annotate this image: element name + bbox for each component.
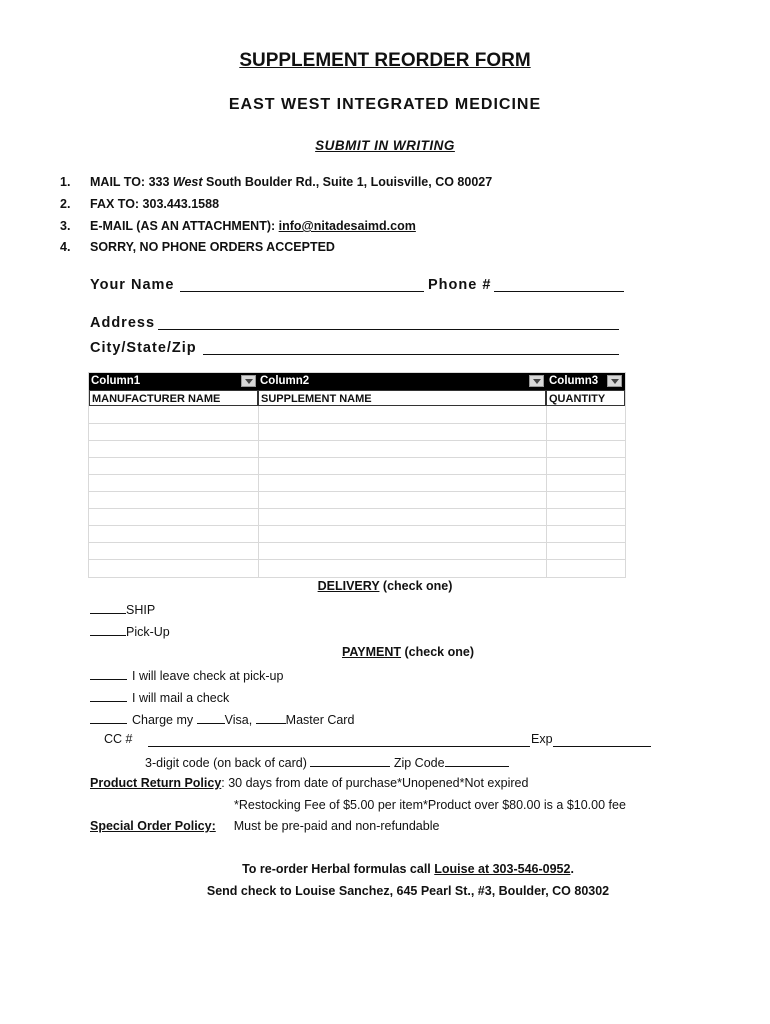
zip-code-field[interactable] [445, 754, 509, 767]
table-column-line [546, 406, 547, 577]
column2-filter-icon[interactable] [529, 375, 544, 387]
phone-link[interactable]: Louise at 303-546-0952 [434, 862, 571, 876]
mastercard-line[interactable] [256, 711, 286, 724]
delivery-heading: DELIVERY (check one) [317, 579, 453, 593]
table-row-line [89, 559, 625, 560]
organization-name: EAST WEST INTEGRATED MEDICINE [228, 96, 542, 113]
phone-field[interactable] [494, 291, 624, 292]
return-policy: Product Return Policy: 30 days from date of purchase*Unopened*Not expired [90, 776, 529, 790]
payment-line-2[interactable] [90, 689, 127, 702]
table-row-line [89, 423, 625, 424]
order-table [88, 372, 626, 578]
pickup-checkbox-line[interactable] [90, 623, 126, 636]
quantity-subheader: QUANTITY [546, 390, 625, 406]
security-code-row: 3-digit code (on back of card) Zip Code [145, 754, 509, 770]
cc-label: CC # [104, 732, 133, 746]
column3-filter-icon[interactable] [607, 375, 622, 387]
column3-header: Column3 [549, 375, 599, 387]
address-label: Address [90, 315, 156, 331]
restocking-fee: *Restocking Fee of $5.00 per item*Product over $80.00 is a $10.00 fee [234, 798, 626, 812]
manufacturer-subheader: MANUFACTURER NAME [89, 390, 258, 406]
cc-number-field[interactable] [148, 746, 530, 747]
table-row-line [89, 474, 625, 475]
phone-label: Phone # [428, 277, 492, 293]
table-row-line [89, 508, 625, 509]
table-row-line [89, 440, 625, 441]
city-state-zip-label: City/State/Zip [90, 340, 197, 356]
column2-header: Column2 [260, 375, 310, 387]
table-header [89, 373, 625, 390]
instruction-mail: 1. MAIL TO: 333 West South Boulder Rd., Suite 1, Louisville, CO 80027 [60, 175, 493, 189]
supplement-subheader: SUPPLEMENT NAME [258, 390, 546, 406]
submit-heading: SUBMIT IN WRITING [315, 138, 455, 153]
column1-filter-icon[interactable] [241, 375, 256, 387]
instruction-no-phone: 4. SORRY, NO PHONE ORDERS ACCEPTED [60, 240, 335, 254]
exp-label: Exp [531, 732, 553, 746]
payment-option-charge[interactable]: Charge my Visa, Master Card [90, 711, 354, 727]
special-order-policy: Special Order Policy: Must be pre-paid and non-refundable [90, 819, 440, 833]
visa-line[interactable] [197, 711, 225, 724]
delivery-option-ship[interactable]: SHIP [90, 601, 155, 617]
table-row-line [89, 542, 625, 543]
ship-checkbox-line[interactable] [90, 601, 126, 614]
delivery-option-pickup[interactable]: Pick-Up [90, 623, 170, 639]
reorder-herbal-note: To re-order Herbal formulas call Louise at 303-546-0952. [242, 862, 574, 876]
address-field[interactable] [158, 329, 619, 330]
table-row-line [89, 491, 625, 492]
your-name-field[interactable] [180, 291, 424, 292]
your-name-label: Your Name [90, 277, 175, 293]
column1-header: Column1 [91, 375, 141, 387]
exp-field[interactable] [553, 746, 651, 747]
security-code-field[interactable] [310, 754, 390, 767]
payment-option-pickup-check[interactable]: I will leave check at pick-up [90, 667, 283, 683]
instruction-email: 3. E-MAIL (AS AN ATTACHMENT): info@nitadesaimd.com [60, 219, 416, 233]
form-title: SUPPLEMENT REORDER FORM [239, 50, 531, 71]
payment-heading: PAYMENT (check one) [342, 645, 474, 659]
instruction-fax: 2. FAX TO: 303.443.1588 [60, 197, 220, 211]
table-row-line [89, 457, 625, 458]
table-row-line [89, 525, 625, 526]
email-link[interactable]: info@nitadesaimd.com [278, 219, 416, 233]
payment-line-3[interactable] [90, 711, 127, 724]
payment-line-1[interactable] [90, 667, 127, 680]
send-check-address: Send check to Louise Sanchez, 645 Pearl St., #3, Boulder, CO 80302 [206, 884, 610, 898]
city-state-zip-field[interactable] [203, 354, 619, 355]
payment-option-mail-check[interactable]: I will mail a check [90, 689, 229, 705]
table-column-line [258, 406, 259, 577]
